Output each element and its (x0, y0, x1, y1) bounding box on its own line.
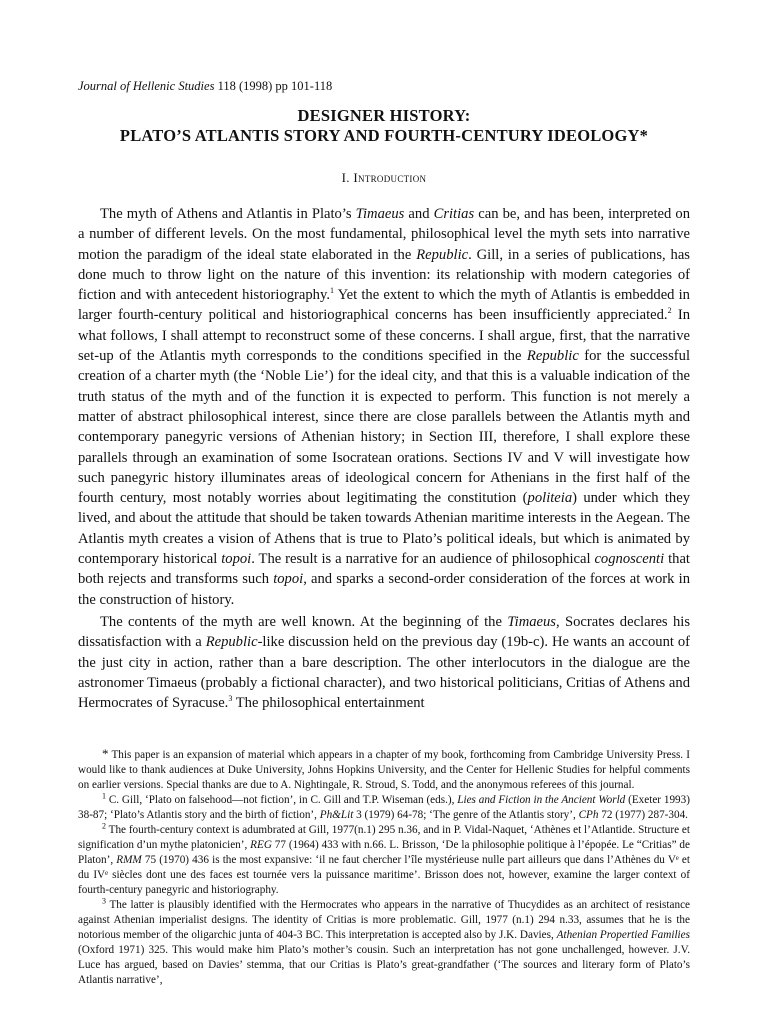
journal-volume-pages: 118 (1998) pp 101-118 (214, 79, 333, 93)
italic-run: Republic (205, 634, 258, 651)
text-run: The fourth-century context is adumbrated at Gill, 1977(n.1) 295 n.36, and in P. Vidal-Naquet, ‘Athènes et l’Atlantide. Structure et signification d’un mythe platonicien’, (78, 824, 690, 851)
italic-run: Athenian Propertied Families (556, 929, 690, 941)
italic-run: politeia (527, 490, 573, 507)
footnote-number: 3 (102, 896, 106, 906)
text-run: 75 (1970) 436 is the most expansive: ‘il ne faut chercher l’île mystérieuse nulle part ailleurs que dans l’Athènes du Vᵉ et du IVᵉ siècles dont une des faces est tournée vers la puissance maritime’. Brisson does not, however, examine the larger context of fourth-century panegyric and historiography. (78, 854, 690, 896)
text-run: 3 (1979) 64-78; ‘The genre of the Atlantis story’, (353, 809, 579, 821)
body-text (78, 204, 690, 713)
text-run: In what follows, I shall attempt to reconstruct some of these concerns. I shall argue, first, that the narrative set-up of the Atlantis myth corresponds to the conditions specified in the (78, 307, 690, 365)
italic-run: REG (250, 839, 272, 851)
italic-run: cognoscenti (594, 551, 665, 568)
footnote-1 (78, 793, 690, 823)
text-run: can be, and has been, interpreted on a number of different levels. On the most fundamental, philosophical level the myth sets into narrative motion the paradigm of the ideal state elaborated in the (78, 206, 690, 263)
text-run: The contents of the myth are well known. At the beginning of the (100, 613, 508, 630)
text-run: . Gill, in a series of publications, has done much to throw light on the nature of this invention: its relationship with modern categories of fiction and with antecedent historiography. (78, 246, 690, 304)
text-run: that both rejects and transforms such (78, 551, 690, 588)
text-run: 72 (1977) 287-304. (598, 809, 688, 821)
section-name: Introduction (353, 170, 427, 185)
text-run: . The result is a narrative for an audience of philosophical (251, 551, 595, 568)
article-page (78, 78, 690, 713)
italic-run: CPh (578, 809, 599, 821)
paragraph-2 (78, 612, 690, 713)
text-run: The latter is plausibly identified with the Hermocrates who appears in the narrative of Thucydides as an architect of resistance against Athenian imperialist designs. The identity of Critias is more problematic. Gill, 1977 (n.1) 294 n.33, assumes that he is the notorious member of the oligarchic junta of 404-3 (78, 899, 690, 941)
italic-run: Republic (526, 348, 579, 365)
footnote-2 (78, 823, 690, 898)
footnote-star (78, 746, 690, 793)
text-run: , Socrates declares his dissatisfaction with a (78, 613, 690, 651)
text-run: Yet the extent to which the myth of Atlantis is embedded in larger fourth-century political and historiographical concerns has been insufficiently appreciated. (78, 287, 690, 324)
title-line-2: PLATO’S ATLANTIS STORY AND FOURTH-CENTURY IDEOLOGY* (119, 126, 649, 145)
text-run: . This interpretation is accepted also by J.K. Davies, (320, 929, 557, 941)
section-number: I. (341, 170, 354, 185)
text-run: The myth of Athens and Atlantis in Plato’s (100, 206, 356, 222)
small-caps-run: BC (305, 929, 321, 941)
text-run: , and sparks a second-order consideration of the forces at work in the construction of history. (78, 571, 690, 608)
footnote-ref-2: 2 (667, 306, 672, 316)
footnote-ref-1: 1 (329, 286, 334, 296)
italic-run: Ph&Lit (319, 809, 354, 821)
italic-run: Timaeus (355, 206, 405, 222)
journal-citation (78, 78, 690, 94)
footnote-ref-3: 3 (228, 694, 233, 704)
text-run: -like discussion held on the previous day (19b-c). He wants an account of the just city in action, rather than a bare description. The other interlocutors in the dialogue are the astronomer Timaeus (probably a fictional character), and two historical politicians, Critias of Athens and Hermocrates of Syracuse. (78, 634, 690, 712)
italic-run: topoi (273, 571, 304, 588)
text-run: and (404, 206, 434, 222)
footnote-number: 1 (102, 791, 106, 801)
footnote-3 (78, 898, 690, 988)
footnote-text: This paper is an expansion of material which appears in a chapter of my book, forthcoming from Cambridge University Press. I would like to thank audiences at Duke University, Johns Hopkins University, and the Center for Hellenic Studies for helpful comments on earlier versions. Special thanks are due to A. Nightingale, R. Stroud, S. Todd, and the anonymous referees of this journal. (78, 749, 690, 791)
italic-run: Republic (416, 246, 469, 263)
title-line-1: DESIGNER HISTORY: (297, 106, 471, 125)
footnote-star-mark: * (102, 746, 109, 761)
article-title (78, 106, 690, 146)
text-run: C. Gill, ‘Plato on falsehood—not fiction’, in C. Gill and T.P. Wiseman (eds.), (106, 794, 458, 806)
text-run: The philosophical entertainment (232, 695, 425, 712)
text-run: (Exeter 1993) 38-87; ‘Plato’s Atlantis story and the birth of fiction’, (78, 794, 690, 821)
text-run: (Oxford 1971) 325. This would make him Plato’s mother’s cousin. Such an interpretation has not gone unchallenged, however. J.V. Luce has argued, based on Davies’ stemma, that our Critias is Plato’s great-grandfather (‘The sources and literary form of Plato’s Atlantis narrative’, (78, 944, 690, 986)
paragraph-1 (78, 204, 690, 610)
section-heading (78, 170, 690, 186)
text-run: ) under which they lived, and about the attitude that should be taken towards Athenian maritime interests in the Aegean. The Atlantis myth creates a vision of Athens that is true to Plato’s political ideals, but which is animated by contemporary historical (78, 490, 690, 568)
italic-run: topoi (221, 551, 252, 568)
text-run: 77 (1964) 433 with n.66. L. Brisson, ‘De la philosophie politique à l’épopée. Le “Critias” de Platon’, (78, 839, 690, 866)
italic-run: RMM (116, 854, 142, 866)
footnotes (78, 746, 690, 988)
journal-name: Journal of Hellenic Studies (78, 79, 215, 93)
italic-run: Critias (433, 206, 475, 222)
footnote-number: 2 (102, 821, 106, 831)
italic-run: Timaeus (507, 613, 556, 630)
italic-run: Lies and Fiction in the Ancient World (457, 794, 626, 806)
text-run: for the successful creation of a charter myth (the ‘Noble Lie’) for the ideal city, and that this is a valuable indication of the truth status of the myth and of the function it is expected to perform. This function is not merely a matter of abstract philosophical interest, since there are close parallels between the Atlantis myth and contemporary panegyric versions of Athenian history; in Section III, therefore, I shall explore these parallels through an examination of some Isocratean orations. Sections IV and V will investigate how such panegyric history illuminates areas of ideological concern for Athenians in the first half of the fourth century, most notably worries about legitimating the constitution ( (78, 348, 690, 507)
